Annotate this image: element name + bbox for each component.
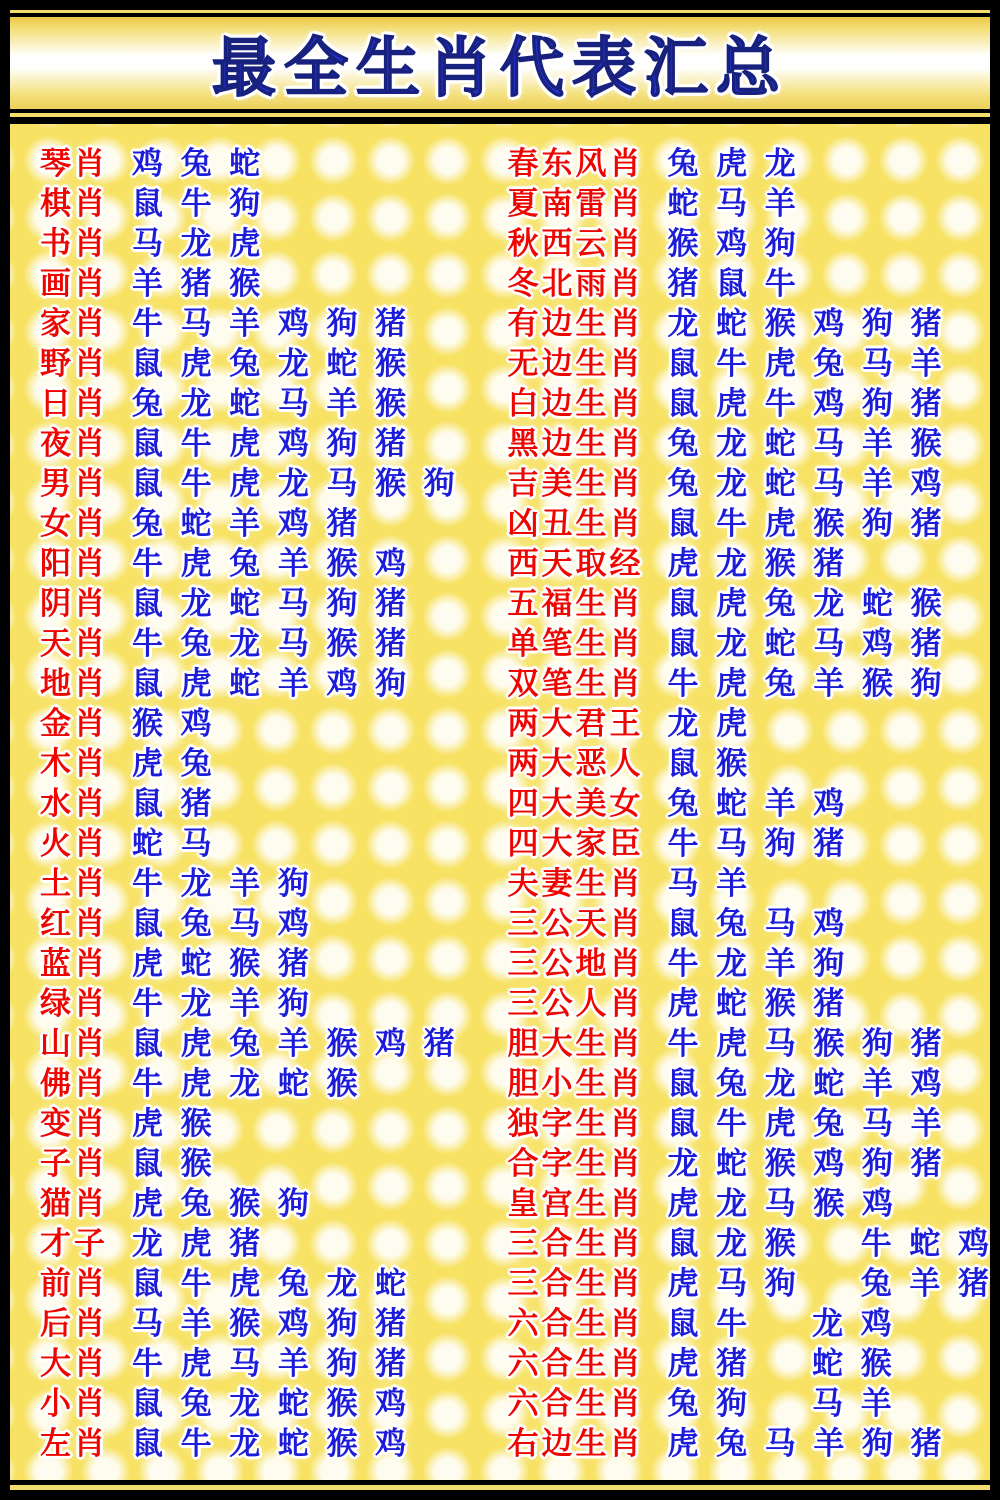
table-row <box>508 1304 990 1344</box>
row-animals: 鼠 牛 虎 兔 马 羊 <box>667 1106 943 1141</box>
row-animals: 蛇 马 羊 <box>667 186 797 221</box>
row-animals: 牛 兔 龙 马 猴 猪 <box>132 626 408 661</box>
row-animals: 猴 鸡 <box>132 706 213 741</box>
row-label: 火肖 <box>40 826 108 861</box>
row-animals: 鼠 龙 蛇 马 狗 猪 <box>132 586 408 621</box>
row-animals: 马 羊 猴 鸡 狗 猪 <box>132 1306 408 1341</box>
title-banner <box>10 17 990 109</box>
row-label: 棋肖 <box>40 186 108 221</box>
table-row <box>40 264 508 304</box>
row-animals: 鼠 猴 <box>132 1146 213 1181</box>
row-label: 书肖 <box>40 226 108 261</box>
row-animals: 鼠 虎 兔 龙 蛇 猴 <box>132 346 408 381</box>
row-label: 夜肖 <box>40 426 108 461</box>
table-row <box>40 504 508 544</box>
table-row <box>40 464 508 504</box>
row-label: 后肖 <box>40 1306 108 1341</box>
table-row <box>40 1184 508 1224</box>
table-row <box>508 304 990 344</box>
table-row <box>40 144 508 184</box>
row-label: 胆小生肖 <box>507 1066 644 1101</box>
left-column <box>40 144 508 1480</box>
table-row <box>508 1344 990 1384</box>
row-label: 地肖 <box>40 666 108 701</box>
row-label: 五福生肖 <box>507 586 644 621</box>
row-label: 天肖 <box>40 626 108 661</box>
row-animals: 虎 马 狗 兔 羊 猪 <box>667 1266 990 1301</box>
row-label: 凶丑生肖 <box>507 506 644 541</box>
table-row <box>40 744 508 784</box>
row-label: 夫妻生肖 <box>507 866 644 901</box>
row-label: 六合生肖 <box>507 1346 644 1381</box>
row-animals: 虎 龙 马 猴 鸡 <box>667 1186 894 1221</box>
row-label: 胆大生肖 <box>507 1026 644 1061</box>
table-row <box>508 1224 990 1264</box>
row-animals: 鼠 龙 蛇 马 鸡 猪 <box>667 626 943 661</box>
table-row <box>40 784 508 824</box>
table-row <box>40 184 508 224</box>
table-row <box>508 944 990 984</box>
row-label: 黑边生肖 <box>507 426 644 461</box>
row-animals: 鼠 虎 兔 羊 猴 鸡 猪 <box>132 1026 456 1061</box>
table-row <box>40 584 508 624</box>
row-label: 无边生肖 <box>507 346 644 381</box>
table-row <box>508 544 990 584</box>
table-row <box>40 1344 508 1384</box>
row-animals: 牛 虎 兔 羊 猴 鸡 <box>132 546 408 581</box>
row-animals: 鸡 兔 蛇 <box>132 146 262 181</box>
table-row <box>40 1224 508 1264</box>
row-animals: 蛇 马 <box>132 826 213 861</box>
row-label: 秋西云肖 <box>507 226 644 261</box>
row-animals: 虎 猴 <box>132 1106 213 1141</box>
row-animals: 鼠 牛 龙 蛇 猴 鸡 <box>132 1426 408 1461</box>
table-row <box>508 344 990 384</box>
page-title: 最全生肖代表汇总 <box>212 32 788 104</box>
table-row <box>508 704 990 744</box>
row-animals: 虎 兔 马 羊 狗 猪 <box>667 1426 943 1461</box>
table-row <box>508 264 990 304</box>
table-row <box>40 904 508 944</box>
row-label: 合字生肖 <box>507 1146 644 1181</box>
table-row <box>40 824 508 864</box>
row-label: 猫肖 <box>40 1186 108 1221</box>
table-row <box>508 224 990 264</box>
row-animals: 马 羊 <box>667 866 749 901</box>
row-label: 女肖 <box>40 506 108 541</box>
table-row <box>40 304 508 344</box>
table-row <box>40 1104 508 1144</box>
row-animals: 兔 狗 马 羊 <box>667 1386 893 1421</box>
row-label: 家肖 <box>40 306 108 341</box>
row-animals: 虎 蛇 猴 猪 <box>132 946 310 981</box>
row-animals: 牛 龙 羊 狗 <box>132 866 310 901</box>
row-label: 皇宫生肖 <box>507 1186 644 1221</box>
table-row <box>40 984 508 1024</box>
table-row <box>40 224 508 264</box>
row-animals: 虎 兔 猴 狗 <box>132 1186 310 1221</box>
row-label: 三公天肖 <box>507 906 644 941</box>
row-label: 单笔生肖 <box>507 626 644 661</box>
header-separator-bar <box>10 117 990 124</box>
table-row <box>40 944 508 984</box>
row-animals: 牛 马 狗 猪 <box>667 826 846 861</box>
table-row <box>508 464 990 504</box>
row-label: 白边生肖 <box>507 386 644 421</box>
row-label: 三合生肖 <box>507 1266 644 1301</box>
row-animals: 牛 龙 羊 狗 <box>667 946 846 981</box>
bottom-gold-strip <box>10 1485 990 1490</box>
table-row <box>508 664 990 704</box>
row-label: 野肖 <box>40 346 108 381</box>
table-row <box>508 1064 990 1104</box>
row-animals: 鼠 牛 狗 <box>132 186 262 221</box>
row-label: 山肖 <box>40 1026 108 1061</box>
row-animals: 鼠 虎 蛇 羊 鸡 狗 <box>132 666 408 701</box>
row-label: 两大君王 <box>507 706 644 741</box>
table-row <box>508 504 990 544</box>
table-row <box>40 424 508 464</box>
row-label: 红肖 <box>40 906 108 941</box>
row-animals: 鼠 牛 虎 兔 马 羊 <box>667 346 943 381</box>
row-animals: 鼠 兔 马 鸡 <box>132 906 310 941</box>
row-animals: 鼠 兔 马 鸡 <box>667 906 846 941</box>
row-label: 西天取经 <box>507 546 644 581</box>
row-animals: 兔 龙 蛇 马 羊 鸡 <box>667 466 943 501</box>
table-row <box>40 1064 508 1104</box>
row-animals: 牛 马 羊 鸡 狗 猪 <box>132 306 408 341</box>
row-animals: 兔 虎 龙 <box>667 146 797 181</box>
table-row <box>508 904 990 944</box>
zodiac-table <box>10 124 990 1480</box>
row-animals: 鼠 虎 牛 鸡 狗 猪 <box>667 386 943 421</box>
row-label: 佛肖 <box>40 1066 108 1101</box>
table-row <box>508 384 990 424</box>
table-row <box>508 144 990 184</box>
row-label: 三公地肖 <box>507 946 644 981</box>
table-row <box>40 1384 508 1424</box>
row-label: 四大美女 <box>507 786 644 821</box>
row-label: 绿肖 <box>40 986 108 1021</box>
row-label: 冬北雨肖 <box>507 266 644 301</box>
row-label: 两大恶人 <box>507 746 644 781</box>
row-animals: 鼠 兔 龙 蛇 猴 鸡 <box>132 1386 408 1421</box>
row-label: 四大家臣 <box>507 826 644 861</box>
row-animals: 鼠 猴 <box>667 746 749 781</box>
table-row <box>508 1264 990 1304</box>
row-animals: 羊 猪 猴 <box>132 266 262 301</box>
row-label: 春东风肖 <box>507 146 644 181</box>
row-label: 夏南雷肖 <box>507 186 644 221</box>
row-label: 才子 <box>40 1226 108 1261</box>
row-label: 大肖 <box>40 1346 108 1381</box>
row-animals: 牛 龙 羊 狗 <box>132 986 310 1021</box>
table-row <box>508 1384 990 1424</box>
row-label: 蓝肖 <box>40 946 108 981</box>
row-label: 日肖 <box>40 386 108 421</box>
row-animals: 鼠 猪 <box>132 786 213 821</box>
table-row <box>40 1264 508 1304</box>
table-row <box>40 1304 508 1344</box>
row-label: 有边生肖 <box>507 306 644 341</box>
row-label: 子肖 <box>40 1146 108 1181</box>
table-row <box>40 344 508 384</box>
row-animals: 兔 蛇 羊 鸡 <box>667 786 846 821</box>
row-label: 六合生肖 <box>507 1386 644 1421</box>
right-column <box>508 144 990 1480</box>
table-row <box>508 1424 990 1464</box>
row-animals: 猪 鼠 牛 <box>667 266 797 301</box>
table-row <box>508 624 990 664</box>
table-row <box>40 664 508 704</box>
row-animals: 龙 虎 <box>667 706 749 741</box>
table-row <box>508 784 990 824</box>
row-animals: 牛 虎 龙 蛇 猴 <box>132 1066 359 1101</box>
row-label: 水肖 <box>40 786 108 821</box>
row-label: 独字生肖 <box>507 1106 644 1141</box>
table-row <box>508 984 990 1024</box>
row-animals: 鼠 牛 虎 龙 马 猴 狗 <box>132 466 456 501</box>
row-animals: 虎 兔 <box>132 746 213 781</box>
row-label: 吉美生肖 <box>507 466 644 501</box>
row-animals: 鼠 牛 龙 鸡 <box>667 1306 893 1341</box>
row-label: 琴肖 <box>40 146 108 181</box>
row-animals: 鼠 兔 龙 蛇 羊 鸡 <box>667 1066 943 1101</box>
table-row <box>508 184 990 224</box>
row-animals: 虎 龙 猴 猪 <box>667 546 846 581</box>
table-row <box>40 384 508 424</box>
row-animals: 马 龙 虎 <box>132 226 262 261</box>
row-animals: 鼠 牛 虎 兔 龙 蛇 <box>132 1266 408 1301</box>
table-row <box>508 1184 990 1224</box>
row-label: 右边生肖 <box>507 1426 644 1461</box>
row-label: 前肖 <box>40 1266 108 1301</box>
row-animals: 鼠 虎 兔 龙 蛇 猴 <box>667 586 943 621</box>
table-row <box>40 544 508 584</box>
row-animals: 牛 虎 兔 羊 猴 狗 <box>667 666 943 701</box>
table-row <box>40 1024 508 1064</box>
row-label: 男肖 <box>40 466 108 501</box>
row-label: 六合生肖 <box>507 1306 644 1341</box>
row-label: 双笔生肖 <box>507 666 644 701</box>
row-label: 金肖 <box>40 706 108 741</box>
table-row <box>40 1424 508 1464</box>
table-row <box>508 424 990 464</box>
row-label: 三合生肖 <box>507 1226 644 1261</box>
row-label: 阴肖 <box>40 586 108 621</box>
row-animals: 虎 猪 蛇 猴 <box>667 1346 893 1381</box>
table-row <box>508 864 990 904</box>
table-row <box>40 864 508 904</box>
row-label: 阳肖 <box>40 546 108 581</box>
table-row <box>508 1144 990 1184</box>
row-label: 小肖 <box>40 1386 108 1421</box>
row-label: 三公人肖 <box>507 986 644 1021</box>
row-animals: 牛 虎 马 猴 狗 猪 <box>667 1026 943 1061</box>
row-animals: 龙 虎 猪 <box>132 1226 262 1261</box>
table-row <box>508 584 990 624</box>
table-row <box>40 624 508 664</box>
table-row <box>40 704 508 744</box>
row-animals: 鼠 牛 虎 猴 狗 猪 <box>667 506 943 541</box>
row-animals: 虎 蛇 猴 猪 <box>667 986 846 1021</box>
row-animals: 兔 龙 蛇 马 羊 猴 <box>667 426 943 461</box>
row-label: 左肖 <box>40 1426 108 1461</box>
table-row <box>508 824 990 864</box>
row-animals: 龙 蛇 猴 鸡 狗 猪 <box>667 306 943 341</box>
table-row <box>508 1104 990 1144</box>
row-animals: 鼠 龙 猴 牛 蛇 鸡 <box>667 1226 990 1261</box>
table-row <box>40 1144 508 1184</box>
row-animals: 龙 蛇 猴 鸡 狗 猪 <box>667 1146 943 1181</box>
row-animals: 兔 蛇 羊 鸡 猪 <box>132 506 359 541</box>
row-animals: 牛 虎 马 羊 狗 猪 <box>132 1346 408 1381</box>
row-label: 土肖 <box>40 866 108 901</box>
row-label: 木肖 <box>40 746 108 781</box>
table-row <box>508 744 990 784</box>
row-label: 画肖 <box>40 266 108 301</box>
table-row <box>508 1024 990 1064</box>
row-label: 变肖 <box>40 1106 108 1141</box>
row-animals: 猴 鸡 狗 <box>667 226 797 261</box>
row-animals: 鼠 牛 虎 鸡 狗 猪 <box>132 426 408 461</box>
row-animals: 兔 龙 蛇 马 羊 猴 <box>132 386 408 421</box>
